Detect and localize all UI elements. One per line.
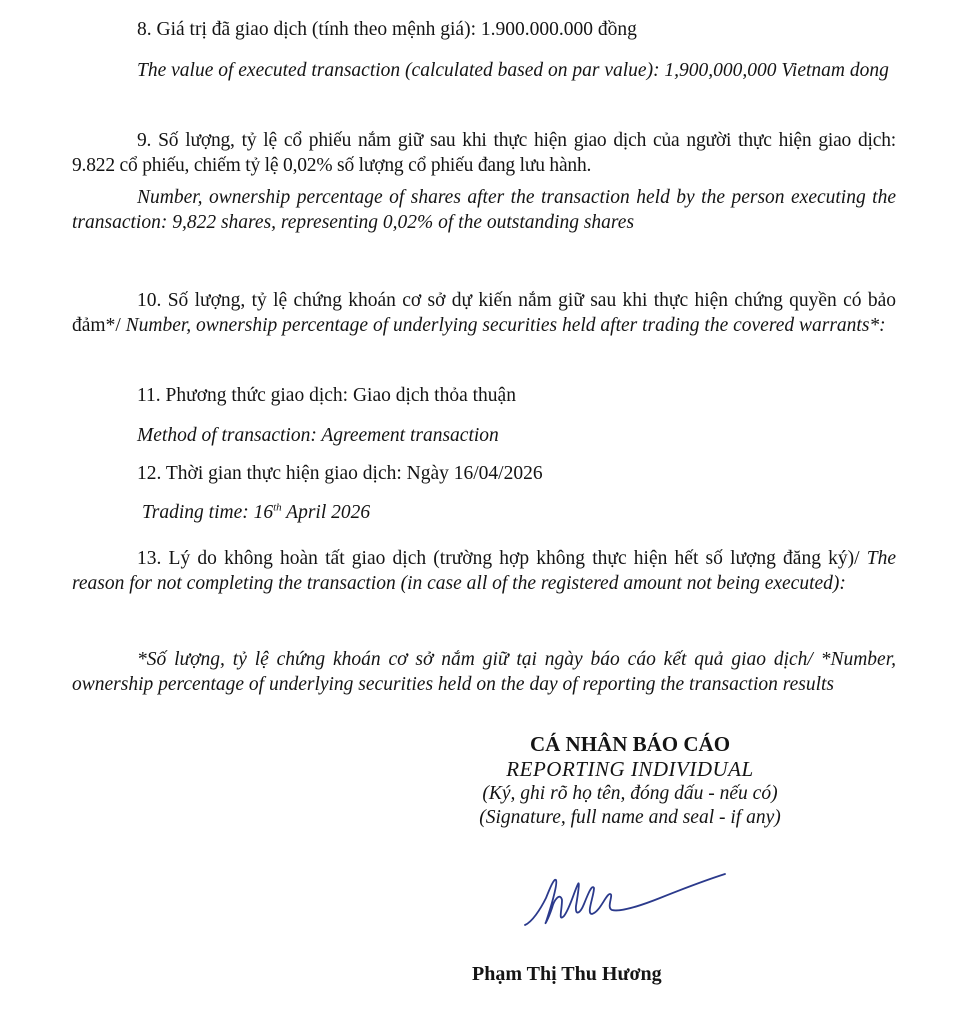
signature-subtitle: REPORTING INDIVIDUAL (506, 757, 754, 781)
item-13 (72, 546, 896, 596)
signature-block (380, 731, 880, 830)
item-9-english: Number, ownership percentage of shares after the transaction held by the person executing the transaction: 9,822 shares, representing 0,02% of the outstanding shares (72, 187, 896, 233)
item-8-vietnamese: 8. Giá trị đã giao dịch (tính theo mệnh giá): 1.900.000.000 đồng (137, 19, 637, 40)
item-10-english: Number, ownership percentage of underlying securities held after trading the covered warrants*: (125, 315, 886, 336)
signer-name: Phạm Thị Thu Hương (472, 963, 662, 985)
item-8-english: The value of executed transaction (calculated based on par value): 1,900,000,000 Vietnam dong (137, 60, 889, 81)
signature-note-english: (Signature, full name and seal - if any) (479, 807, 781, 828)
item-9-vietnamese: 9. Số lượng, tỷ lệ cổ phiếu nắm giữ sau khi thực hiện giao dịch của người thực hiện giao dịch: 9.822 cổ phiếu, chiếm tỷ lệ 0,02% số lượng cổ phiếu đang lưu hành. (72, 130, 896, 176)
signature-note-vietnamese: (Ký, ghi rõ họ tên, đóng dấu - nếu có) (482, 783, 778, 804)
signature-title: CÁ NHÂN BÁO CÁO (529, 732, 731, 756)
item-13-vietnamese: 13. Lý do không hoàn tất giao dịch (trường hợp không thực hiện hết số lượng đăng ký)/ (137, 548, 867, 569)
ordinal-suffix: th (273, 501, 282, 514)
handwritten-signature (520, 870, 730, 940)
item-13-english: The reason for not completing the transaction (in case all of the registered amount not being executed): (72, 548, 896, 594)
item-12-english (72, 500, 896, 525)
item-10-vietnamese: 10. Số lượng, tỷ lệ chứng khoán cơ sở dự kiến nắm giữ sau khi thực hiện chứng quyền có bảo đảm*/ (72, 290, 896, 336)
item-11-english: Method of transaction: Agreement transaction (137, 425, 499, 446)
item-10 (72, 288, 896, 338)
footnote: *Số lượng, tỷ lệ chứng khoán cơ sở nắm giữ tại ngày báo cáo kết quả giao dịch/ *Number, ownership percentage of underlying securities held on the day of reporting the transaction results (72, 649, 896, 695)
item-12-vietnamese: 12. Thời gian thực hiện giao dịch: Ngày 16/04/2026 (137, 463, 543, 484)
trading-time-label: Trading time: 16 (142, 502, 274, 523)
trading-time-month-year: April 2026 (281, 502, 371, 523)
item-11-vietnamese: 11. Phương thức giao dịch: Giao dịch thỏa thuận (137, 385, 516, 406)
